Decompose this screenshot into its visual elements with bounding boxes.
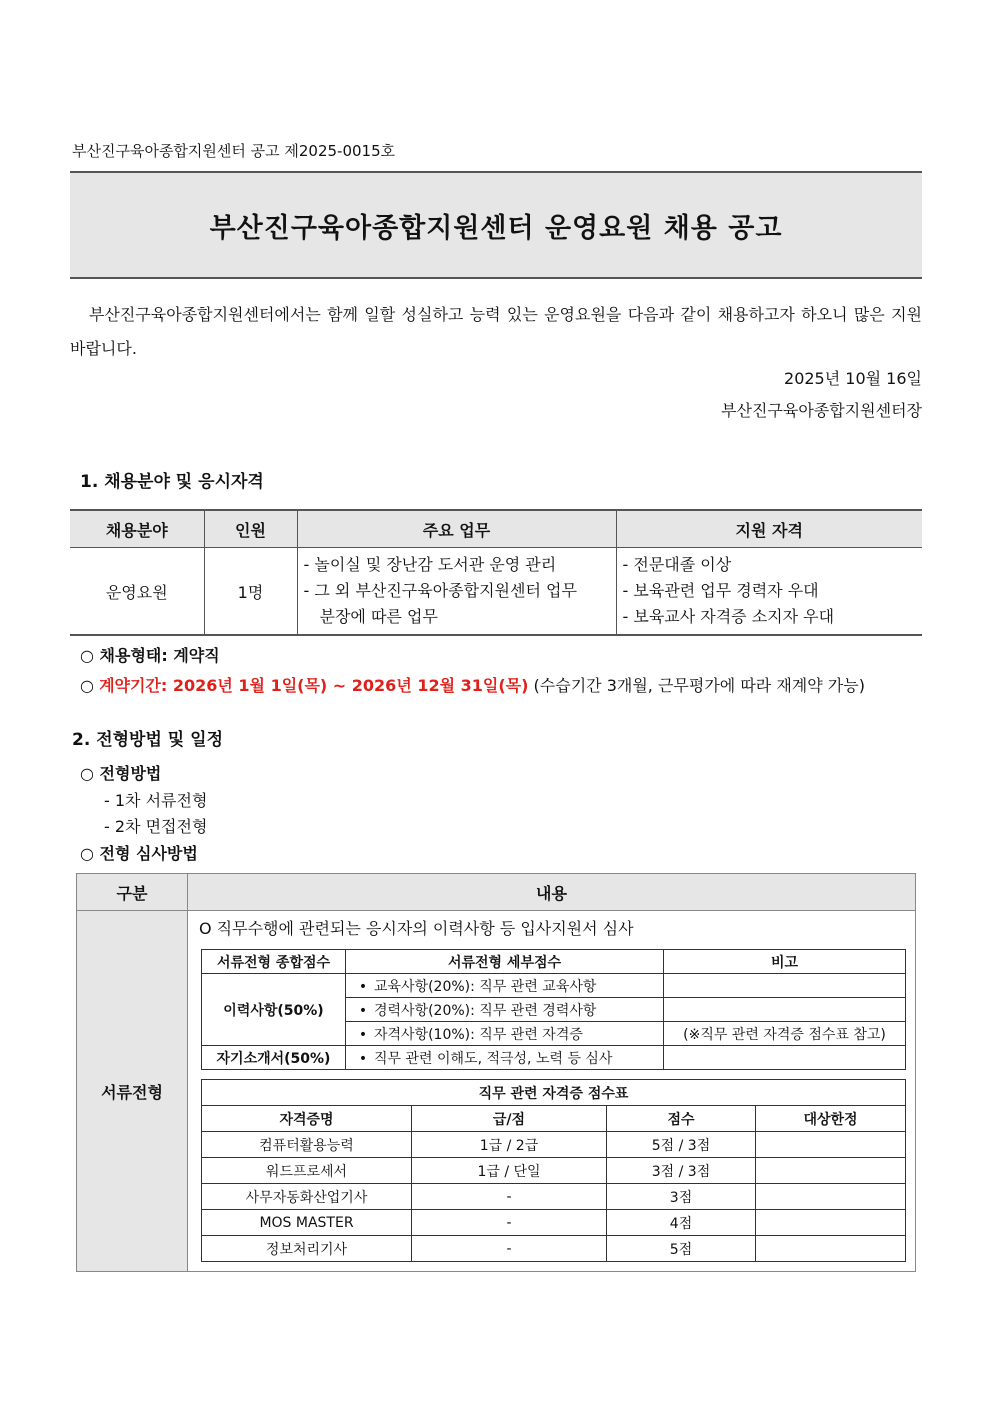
content-cell <box>188 911 916 1272</box>
cert-name: 사무자동화산업기사 <box>202 1184 412 1210</box>
content-intro: O 직무수행에 관련되는 응시자의 이력사항 등 입사지원서 심사 <box>199 919 634 938</box>
history-label: 이력사항(50%) <box>202 974 346 1046</box>
intro-text: 부산진구육아종합지원센터에서는 함께 일할 성실하고 능력 있는 운영요원을 다음과 같이 채용하고자 하오니 많은 지원 바랍니다. <box>70 305 922 358</box>
bullet-icon: • <box>358 1026 368 1043</box>
col-qualifications: 지원 자격 <box>616 510 922 548</box>
cert-grade: - <box>412 1236 607 1262</box>
col-detail-score: 서류전형 세부점수 <box>346 950 664 974</box>
col-cert-target: 대상한정 <box>756 1106 906 1132</box>
duties-cell <box>297 548 616 636</box>
method-item: - 2차 면접전형 <box>104 817 208 836</box>
intro-paragraph <box>70 298 922 366</box>
cert-table-title-row <box>202 1080 906 1106</box>
method-label: ○ 전형방법 <box>80 764 162 783</box>
col-total-score: 서류전형 종합점수 <box>202 950 346 974</box>
review-table-header <box>77 874 916 911</box>
score-detail-text: 교육사항(20%): 직무 관련 교육사항 <box>374 978 597 995</box>
score-detail <box>346 1022 664 1046</box>
intro-label: 자기소개서(50%) <box>202 1046 346 1070</box>
col-count: 인원 <box>204 510 297 548</box>
circle-marker: ○ <box>80 676 94 695</box>
cert-name: 워드프로세서 <box>202 1158 412 1184</box>
col-content: 내용 <box>188 874 916 911</box>
recruitment-table <box>70 509 922 636</box>
table-row <box>77 911 916 1272</box>
contract-period-note: (수습기간 3개월, 근무평가에 따라 재계약 가능) <box>533 676 865 695</box>
qualification-item: - 보육교사 자격증 소지자 우대 <box>622 607 835 626</box>
col-duties: 주요 업무 <box>297 510 616 548</box>
group-cell: 서류전형 <box>77 911 188 1272</box>
cert-grade: 1급 / 2급 <box>412 1132 607 1158</box>
notice-date: 2025년 10월 16일 <box>784 369 922 388</box>
table-row <box>202 1236 906 1262</box>
score-detail-text: 자격사항(10%): 직무 관련 자격증 <box>374 1026 583 1043</box>
col-cert-grade: 급/점 <box>412 1106 607 1132</box>
duty-item: 분장에 따른 업무 <box>319 607 438 626</box>
contract-period-dates: 계약기간: 2026년 1월 1일(목) ~ 2026년 12월 31일(목) <box>99 676 529 695</box>
score-note <box>664 974 906 998</box>
cert-target <box>756 1210 906 1236</box>
score-note <box>664 1046 906 1070</box>
cert-grade: - <box>412 1184 607 1210</box>
count-cell: 1명 <box>204 548 297 636</box>
cert-score: 4점 <box>607 1210 756 1236</box>
bullet-icon: • <box>358 978 368 995</box>
review-label: ○ 전형 심사방법 <box>80 844 198 863</box>
qualifications-cell <box>616 548 922 636</box>
page-title: 부산진구육아종합지원센터 운영요원 채용 공고 <box>209 212 783 244</box>
cert-name: MOS MASTER <box>202 1210 412 1236</box>
cert-target <box>756 1132 906 1158</box>
table-row <box>202 1046 906 1070</box>
score-table-header <box>202 950 906 974</box>
section2-heading: 2. 전형방법 및 일정 <box>72 730 223 750</box>
employment-type: ○ 채용형태: 계약직 <box>80 646 220 665</box>
score-detail <box>346 974 664 998</box>
score-note <box>664 998 906 1022</box>
col-cert-score: 점수 <box>607 1106 756 1132</box>
cert-table <box>201 1079 906 1262</box>
table-row <box>202 1132 906 1158</box>
section1-heading: 1. 채용분야 및 응시자격 <box>80 472 264 492</box>
table-row <box>202 1184 906 1210</box>
cert-score: 3점 <box>607 1184 756 1210</box>
qualification-item: - 전문대졸 이상 <box>622 555 732 574</box>
duty-item: - 놀이실 및 장난감 도서관 운영 관리 <box>303 555 557 574</box>
cert-grade: 1급 / 단일 <box>412 1158 607 1184</box>
cert-score: 3점 / 3점 <box>607 1158 756 1184</box>
score-table <box>201 949 906 1070</box>
recruitment-table-header <box>70 510 922 548</box>
field-cell: 운영요원 <box>70 548 204 636</box>
col-cert-name: 자격증명 <box>202 1106 412 1132</box>
cert-table-title: 직무 관련 자격증 점수표 <box>202 1080 906 1106</box>
cert-target <box>756 1158 906 1184</box>
cert-name: 정보처리기사 <box>202 1236 412 1262</box>
col-field: 채용분야 <box>70 510 204 548</box>
title-banner <box>70 171 922 279</box>
col-note: 비고 <box>664 950 906 974</box>
cert-table-header <box>202 1106 906 1132</box>
duty-item: - 그 외 부산진구육아종합지원센터 업무 <box>303 581 577 600</box>
table-row <box>70 548 922 636</box>
method-item: - 1차 서류전형 <box>104 791 208 810</box>
bullet-icon: • <box>358 1050 368 1067</box>
review-table <box>76 873 916 1272</box>
score-detail <box>346 998 664 1022</box>
contract-period <box>80 673 865 696</box>
table-row <box>202 1210 906 1236</box>
score-detail-text: 직무 관련 이해도, 적극성, 노력 등 심사 <box>374 1050 613 1067</box>
score-detail <box>346 1046 664 1070</box>
cert-name: 컴퓨터활용능력 <box>202 1132 412 1158</box>
notice-signer: 부산진구육아종합지원센터장 <box>721 401 922 420</box>
bullet-icon: • <box>358 1002 368 1019</box>
cert-score: 5점 / 3점 <box>607 1132 756 1158</box>
score-detail-text: 경력사항(20%): 직무 관련 경력사항 <box>374 1002 597 1019</box>
col-group: 구분 <box>77 874 188 911</box>
cert-grade: - <box>412 1210 607 1236</box>
cert-score: 5점 <box>607 1236 756 1262</box>
cert-target <box>756 1184 906 1210</box>
qualification-item: - 보육관련 업무 경력자 우대 <box>622 581 819 600</box>
cert-target <box>756 1236 906 1262</box>
notice-number: 부산진구육아종합지원센터 공고 제2025-0015호 <box>72 142 396 160</box>
score-note: (※직무 관련 자격증 점수표 참고) <box>664 1022 906 1046</box>
table-row <box>202 1158 906 1184</box>
table-row <box>202 974 906 998</box>
